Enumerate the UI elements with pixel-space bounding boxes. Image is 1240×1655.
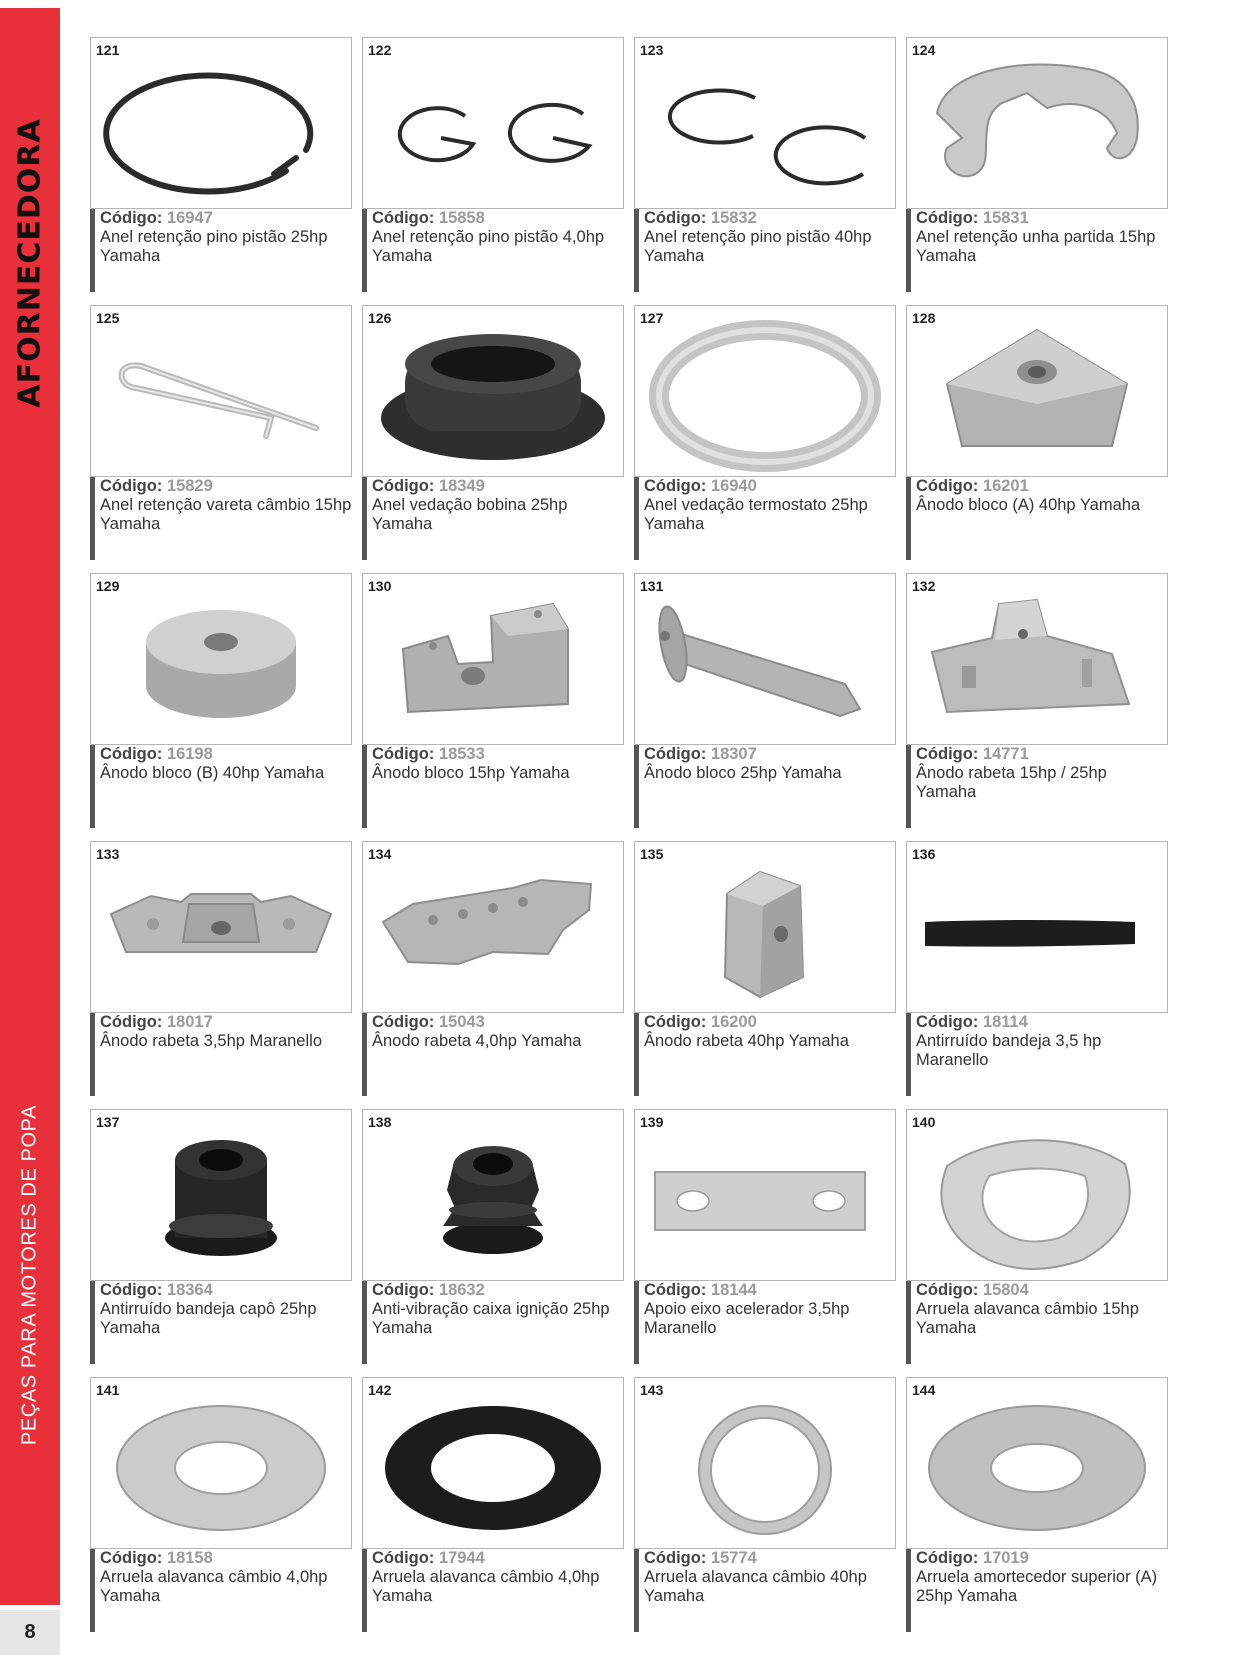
page-number-text: 8 <box>24 1621 36 1643</box>
page-number <box>0 1610 60 1655</box>
product-image <box>362 1377 624 1549</box>
product-image <box>634 573 896 745</box>
product-info <box>906 1549 1168 1632</box>
product-description: Ânodo bloco 25hp Yamaha <box>644 764 842 782</box>
item-number: 124 <box>912 42 936 58</box>
product-description: Ânodo rabeta 40hp Yamaha <box>644 1032 849 1050</box>
item-number: 141 <box>96 1382 120 1398</box>
product-image <box>90 1109 352 1281</box>
product-code: 15829 <box>166 477 213 495</box>
product-code: 14771 <box>982 745 1029 763</box>
product-description: Arruela alavanca câmbio 40hp Yamaha <box>644 1568 867 1605</box>
anode-bar-icon <box>363 842 623 1012</box>
code-label: Código: <box>100 1013 163 1031</box>
product-code: 16940 <box>710 477 757 495</box>
product-info <box>634 745 896 828</box>
product-info <box>906 1013 1168 1096</box>
product-image <box>90 305 352 477</box>
product-code: 17019 <box>982 1549 1029 1567</box>
product-card <box>906 573 1168 828</box>
product-info <box>362 1549 624 1632</box>
brand-logo: AFORNECEDORA <box>12 118 48 408</box>
item-number: 133 <box>96 846 120 862</box>
product-info <box>362 745 624 828</box>
category-label: PEÇAS PARA MOTORES DE POPA <box>18 1104 41 1446</box>
product-description: Anel retenção pino pistão 40hp Yamaha <box>644 228 872 265</box>
product-info <box>362 1281 624 1364</box>
product-code: 18533 <box>438 745 485 763</box>
product-info <box>362 209 624 292</box>
product-info <box>90 1013 352 1096</box>
product-image <box>90 841 352 1013</box>
product-info <box>634 1013 896 1096</box>
product-image <box>362 573 624 745</box>
product-grid <box>90 37 1170 1632</box>
product-image <box>362 1109 624 1281</box>
product-code: 17944 <box>438 1549 485 1567</box>
product-image <box>634 1109 896 1281</box>
anode-triangle-icon <box>907 306 1167 476</box>
item-number: 143 <box>640 1382 664 1398</box>
product-info <box>362 477 624 560</box>
product-info <box>90 745 352 828</box>
product-description: Anti-vibração caixa ignição 25hp Yamaha <box>372 1300 610 1337</box>
product-description: Ânodo rabeta 4,0hp Yamaha <box>372 1032 582 1050</box>
product-card <box>634 37 896 292</box>
product-info <box>906 209 1168 292</box>
code-label: Código: <box>644 209 707 227</box>
product-code: 15043 <box>438 1013 485 1031</box>
product-image <box>90 37 352 209</box>
product-code: 15832 <box>710 209 757 227</box>
code-label: Código: <box>644 1549 707 1567</box>
product-image <box>634 305 896 477</box>
item-number: 134 <box>368 846 392 862</box>
product-info <box>362 1013 624 1096</box>
item-number: 138 <box>368 1114 392 1130</box>
product-code: 16198 <box>166 745 213 763</box>
product-code: 18114 <box>982 1013 1028 1031</box>
item-number: 132 <box>912 578 936 594</box>
product-description: Anel vedação termostato 25hp Yamaha <box>644 496 868 533</box>
code-label: Código: <box>644 477 707 495</box>
product-info <box>90 209 352 292</box>
product-image <box>906 1377 1168 1549</box>
product-image <box>906 841 1168 1013</box>
rubber-grommet-icon <box>363 1110 623 1280</box>
code-label: Código: <box>100 1549 163 1567</box>
product-description: Antirruído bandeja 3,5 hp Maranello <box>916 1032 1102 1069</box>
anode-block-icon <box>363 574 623 744</box>
product-card <box>362 573 624 828</box>
product-card <box>906 1377 1168 1632</box>
product-description: Anel retenção pino pistão 4,0hp Yamaha <box>372 228 605 265</box>
code-label: Código: <box>100 1281 163 1299</box>
product-description: Ânodo rabeta 15hp / 25hp Yamaha <box>916 764 1107 801</box>
code-label: Código: <box>916 477 979 495</box>
product-info <box>906 745 1168 828</box>
product-image <box>634 1377 896 1549</box>
sidebar <box>0 8 60 1605</box>
item-number: 127 <box>640 310 664 326</box>
product-card <box>906 841 1168 1096</box>
product-card <box>362 1109 624 1364</box>
e-clip-icon <box>907 38 1167 208</box>
anode-puck-icon <box>91 574 351 744</box>
washer-large-icon <box>907 1378 1167 1548</box>
item-number: 135 <box>640 846 664 862</box>
product-description: Apoio eixo acelerador 3,5hp Maranello <box>644 1300 850 1337</box>
product-code: 16200 <box>710 1013 757 1031</box>
product-card <box>90 841 352 1096</box>
item-number: 139 <box>640 1114 664 1130</box>
product-card <box>90 573 352 828</box>
product-image <box>906 1109 1168 1281</box>
product-description: Anel retenção pino pistão 25hp Yamaha <box>100 228 328 265</box>
product-info <box>634 1281 896 1364</box>
product-description: Anel vedação bobina 25hp Yamaha <box>372 496 568 533</box>
product-card <box>362 305 624 560</box>
product-code: 15804 <box>982 1281 1029 1299</box>
code-label: Código: <box>916 1549 979 1567</box>
code-label: Código: <box>916 209 979 227</box>
product-description: Anel retenção unha partida 15hp Yamaha <box>916 228 1156 265</box>
product-image <box>362 305 624 477</box>
product-description: Arruela alavanca câmbio 15hp Yamaha <box>916 1300 1139 1337</box>
item-number: 126 <box>368 310 392 326</box>
product-card <box>90 37 352 292</box>
product-code: 15831 <box>982 209 1029 227</box>
product-image <box>906 305 1168 477</box>
code-label: Código: <box>916 1013 979 1031</box>
item-number: 122 <box>368 42 392 58</box>
item-number: 121 <box>96 42 120 58</box>
item-number: 137 <box>96 1114 120 1130</box>
rubber-seal-icon <box>363 306 623 476</box>
product-card <box>362 37 624 292</box>
anode-cube-icon <box>635 842 895 1012</box>
product-info <box>634 1549 896 1632</box>
product-code: 16201 <box>982 477 1029 495</box>
item-number: 144 <box>912 1382 936 1398</box>
product-info <box>634 477 896 560</box>
product-card <box>90 1377 352 1632</box>
product-image <box>90 1377 352 1549</box>
g-clips-icon <box>363 38 623 208</box>
metal-plate-icon <box>635 1110 895 1280</box>
product-card <box>634 573 896 828</box>
product-image <box>90 573 352 745</box>
product-code: 18307 <box>710 745 757 763</box>
code-label: Código: <box>644 1281 707 1299</box>
code-label: Código: <box>372 1013 435 1031</box>
circlip-ring-icon <box>91 38 351 208</box>
product-info <box>634 209 896 292</box>
washer-thin-icon <box>635 1378 895 1548</box>
product-image <box>634 841 896 1013</box>
washer-silver-icon <box>91 1378 351 1548</box>
washer-black-icon <box>363 1378 623 1548</box>
rubber-strip-icon <box>907 842 1167 1012</box>
product-code: 18349 <box>438 477 485 495</box>
product-card <box>362 841 624 1096</box>
product-card <box>634 841 896 1096</box>
product-card <box>90 1109 352 1364</box>
product-card <box>906 37 1168 292</box>
code-label: Código: <box>100 477 163 495</box>
product-code: 18017 <box>166 1013 213 1031</box>
product-info <box>90 1281 352 1364</box>
product-info <box>90 1549 352 1632</box>
item-number: 128 <box>912 310 936 326</box>
code-label: Código: <box>372 1281 435 1299</box>
c-clips-icon <box>635 38 895 208</box>
item-number: 140 <box>912 1114 936 1130</box>
item-number: 136 <box>912 846 936 862</box>
product-card <box>634 1109 896 1364</box>
product-image <box>634 37 896 209</box>
product-code: 15858 <box>438 209 485 227</box>
product-image <box>362 37 624 209</box>
product-code: 18144 <box>710 1281 757 1299</box>
product-description: Arruela alavanca câmbio 4,0hp Yamaha <box>100 1568 328 1605</box>
code-label: Código: <box>372 1549 435 1567</box>
product-image <box>906 573 1168 745</box>
code-label: Código: <box>372 209 435 227</box>
product-description: Ânodo bloco 15hp Yamaha <box>372 764 570 782</box>
metal-ring-icon <box>635 306 895 476</box>
anode-plate-icon <box>91 842 351 1012</box>
item-number: 130 <box>368 578 392 594</box>
item-number: 123 <box>640 42 664 58</box>
product-card <box>90 305 352 560</box>
product-info <box>90 477 352 560</box>
code-label: Código: <box>100 745 163 763</box>
product-card <box>634 305 896 560</box>
item-number: 131 <box>640 578 664 594</box>
hair-pin-icon <box>91 306 351 476</box>
product-description: Antirruído bandeja capô 25hp Yamaha <box>100 1300 317 1337</box>
code-label: Código: <box>100 209 163 227</box>
code-label: Código: <box>372 745 435 763</box>
item-number: 129 <box>96 578 120 594</box>
product-card <box>362 1377 624 1632</box>
rubber-bushing-icon <box>91 1110 351 1280</box>
item-number: 125 <box>96 310 120 326</box>
product-code: 18364 <box>166 1281 213 1299</box>
product-code: 16947 <box>166 209 213 227</box>
wave-washer-icon <box>907 1110 1167 1280</box>
product-image <box>362 841 624 1013</box>
product-code: 15774 <box>710 1549 757 1567</box>
code-label: Código: <box>644 745 707 763</box>
product-card <box>906 1109 1168 1364</box>
product-image <box>906 37 1168 209</box>
product-info <box>906 477 1168 560</box>
product-description: Ânodo bloco (B) 40hp Yamaha <box>100 764 325 782</box>
product-card <box>634 1377 896 1632</box>
code-label: Código: <box>644 1013 707 1031</box>
product-description: Arruela amortecedor superior (A) 25hp Yamaha <box>916 1568 1158 1605</box>
product-card <box>906 305 1168 560</box>
product-code: 18632 <box>438 1281 485 1299</box>
code-label: Código: <box>916 1281 979 1299</box>
item-number: 142 <box>368 1382 392 1398</box>
anode-fin-icon <box>907 574 1167 744</box>
product-description: Ânodo bloco (A) 40hp Yamaha <box>916 496 1141 514</box>
code-label: Código: <box>372 477 435 495</box>
product-description: Anel retenção vareta câmbio 15hp Yamaha <box>100 496 352 533</box>
product-description: Arruela alavanca câmbio 4,0hp Yamaha <box>372 1568 600 1605</box>
product-description: Ânodo rabeta 3,5hp Maranello <box>100 1032 322 1050</box>
code-label: Código: <box>916 745 979 763</box>
anode-rod-icon <box>635 574 895 744</box>
product-info <box>906 1281 1168 1364</box>
product-code: 18158 <box>166 1549 213 1567</box>
